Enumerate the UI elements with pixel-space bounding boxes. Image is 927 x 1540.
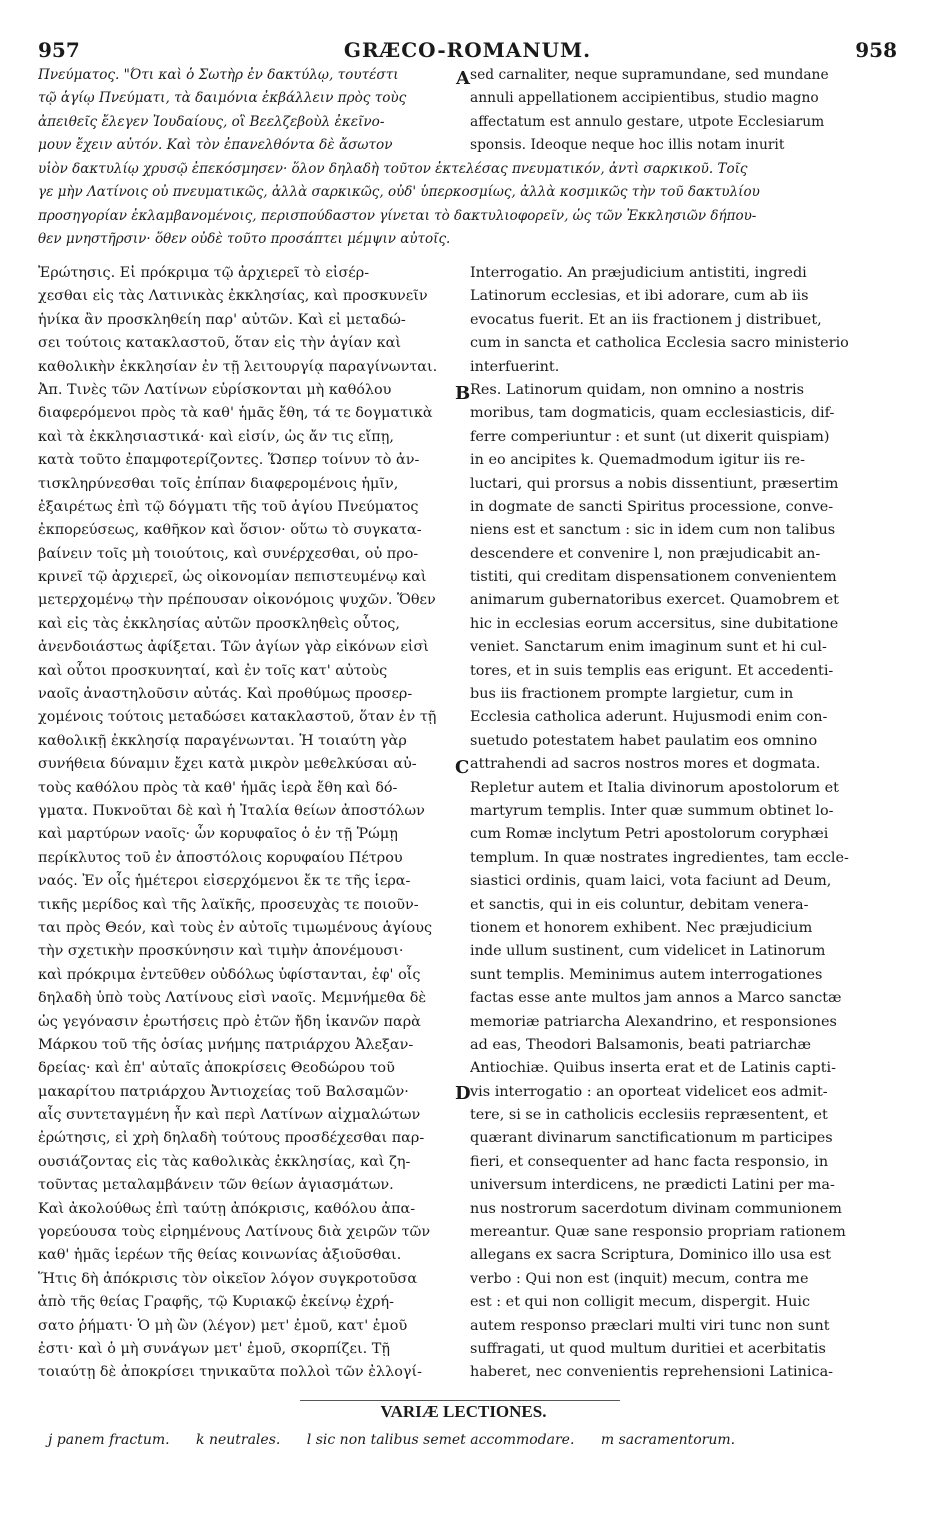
text-line: memoriæ patriarcha Alexandrino, et responsiones (470, 1013, 837, 1030)
margin-marker-b: B (455, 383, 471, 404)
text-line: ναός. Ἐν οἷς ἡμέτεροι εἰσερχόμενοι ἔκ τε τῆς ἱερα- (38, 873, 411, 890)
text-line: Interrogatio. An præjudicium antistiti, ingredi (470, 265, 807, 281)
text-line: αἷς συντεταγμένη ἦν καὶ περὶ Λατίνων αἰχμαλώτων (38, 1107, 421, 1124)
text-line: universum interdicens, ne prædicti Latini per ma- (470, 1177, 835, 1194)
page-number-left: 957 (38, 38, 80, 62)
text-line: μακαρίτου πατριάρχου Ἀντιοχείας τοῦ Βαλσαμῶν· (38, 1083, 409, 1100)
text-line: καθολικῇ ἐκκλησίᾳ παραγένωνται. Ἡ τοιαύτη γὰρ (38, 732, 407, 749)
text-line: σει τούτοις κατακλαστοῦ, ὅταν εἰς τὴν ἁγίαν καὶ (38, 335, 401, 352)
text-line: ἐκπορεύσεως, καθῆκον καὶ ὅσιον· οὕτω τὸ συγκατα- (38, 522, 422, 539)
text-line: σατο ῥήματι· Ὁ μὴ ὢν (λέγον) μετ' ἐμοῦ, κατ' ἐμοῦ (38, 1317, 408, 1334)
text-line: haberet, nec convenientis reprehensioni Latinica- (470, 1364, 834, 1381)
text-line: est : et qui non colligit mecum, dispergit. Huic (470, 1294, 811, 1311)
text-line: κατὰ τοῦτο ἐπαμφοτερίζοντες. Ὥσπερ τοίνυν τὸ ἀν- (38, 452, 420, 469)
greek-column-top (38, 64, 456, 158)
text-line: ἐρώτησις, εἰ χρὴ δηλαδὴ τούτους προσδέχεσθαι παρ- (38, 1130, 425, 1147)
text-line: hic in ecclesias eorum accersitus, sine dubitatione (470, 615, 839, 632)
text-line: ται πρὸς Θεόν, καὶ τοὺς ἐν αὐτοῖς τιμωμένους ἁγίους (38, 919, 432, 936)
text-line: in dogmate de sancti Spiritus processione, conve- (470, 498, 834, 515)
text-line: Πνεύματος. "Ότι καὶ ὁ Σωτὴρ ἐν δακτύλῳ, τουτέστι (38, 67, 399, 83)
text-line: veniet. Sanctarum enim imaginum sunt et hi cul- (470, 639, 827, 656)
text-line: autem responso præclari multi viri tunc non sunt (470, 1317, 830, 1334)
text-line: cum Romæ inclytum Petri apostolorum coryphæi (470, 826, 829, 843)
text-line: Καὶ ἀκολούθως ἐπὶ ταύτῃ ἀπόκρισις, καθόλου ἀπα- (38, 1200, 416, 1217)
text-line: συνήθεια δύναμιν ἔχει κατὰ μικρὸν μεθελκύσαι αὐ- (38, 756, 417, 773)
margin-marker-a: A (456, 68, 470, 89)
greek-full-width-block (38, 158, 896, 252)
text-line: annuli appellationem accipientibus, studio magno (470, 90, 819, 107)
text-line: ἀπειθεῖς ἔλεγεν Ἰουδαίους, οἳ Βεελζεβοὺλ ἐκεῖνο- (38, 113, 385, 130)
text-line: ἐστι· καὶ ὁ μὴ συνάγων μετ' ἐμοῦ, σκορπίζει. Τῇ (38, 1340, 390, 1357)
variant-note: k neutrales. (196, 1432, 281, 1448)
text-line: et sanctis, qui in eis coluntur, debitam venera- (470, 896, 809, 913)
latin-column-main (470, 262, 895, 1385)
text-line: ὡς γεγόνασιν ἐρωτήσεις πρὸ ἐτῶν ἤδη ἱκανῶν παρὰ (38, 1013, 421, 1030)
text-line: τὴν σχετικὴν προσκύνησιν καὶ τιμὴν ἀπονέμουσι· (38, 943, 404, 960)
text-line: factas esse ante multos jam annos a Marco sanctæ (470, 990, 842, 1007)
text-line: καὶ μαρτύρων ναοῖς· ὧν κορυφαῖος ὁ ἐν τῇ Ῥώμῃ (38, 826, 398, 843)
text-line: γορεύουσα τοὺς εἰρημένους Λατίνους διὰ χειρῶν τῶν (38, 1224, 431, 1241)
text-line: Μάρκου τοῦ τῆς ὁσίας μνήμης πατριάρχου Ἀλεξαν- (38, 1036, 414, 1053)
text-line: interfuerint. (470, 358, 560, 375)
margin-marker-d: D (455, 1083, 471, 1104)
text-line: siastici ordinis, quam laici, vota faciunt ad Deum, (470, 873, 832, 890)
text-line: γματα. Πυκνοῦται δὲ καὶ ἡ Ἰταλία θείων ἀποστόλων (38, 802, 425, 819)
text-line: sed carnaliter, neque supramundane, sed mundane (470, 67, 829, 83)
text-line: τοὺς καθόλου πρὸς τὰ καθ' ἡμᾶς ἱερὰ ἔθη καὶ δό- (38, 779, 398, 796)
text-line: Ἐρώτησις. Εἰ πρόκριμα τῷ ἀρχιερεῖ τὸ εἰσέρ- (38, 265, 370, 281)
text-line: allegans ex sacra Scriptura, Dominico illo usa est (470, 1247, 832, 1264)
text-line: ουσιάζοντας εἰς τὰς καθολικὰς ἐκκλησίας, καὶ ζη- (38, 1153, 411, 1170)
text-line: χεσθαι εἰς τὰς Λατινικὰς ἐκκλησίας, καὶ προσκυνεῖν (38, 288, 428, 305)
text-line: ἀνενδοιάστως ἀφίξεται. Τῶν ἁγίων γὰρ εἰκόνων εἰσὶ (38, 639, 429, 656)
text-line: καθ' ἡμᾶς ἱερέων τῆς θείας κοινωνίας ἀξιοῦσθαι. (38, 1247, 402, 1264)
text-line: martyrum templis. Inter quæ summum obtinet lo- (470, 802, 834, 819)
text-line: προσηγορίαν ἐκλαμβανομένοις, περισπούδαστον γίνεται τὸ δακτυλιοφορεῖν, ὡς τῶν Ἐκκλησιῶν δήπου- (38, 207, 757, 224)
margin-marker-c: C (455, 757, 470, 778)
text-line: Latinorum ecclesias, et ibi adorare, cum ab iis (470, 288, 809, 305)
text-line: vis interrogatio : an oporteat videlicet eos admit- (470, 1083, 828, 1100)
latin-column-top (470, 64, 895, 158)
text-line: Res. Latinorum quidam, non omnino a nostris (470, 381, 804, 398)
text-line: templum. In quæ nostrates ingredientes, tam eccle- (470, 849, 849, 866)
text-line: Ἀπ. Τινὲς τῶν Λατίνων εὑρίσκονται μὴ καθόλου (38, 381, 392, 398)
variant-note: m sacramentorum. (600, 1432, 736, 1448)
text-line: μουν ἔχειν αὐτόν. Καὶ τὸν ἐπανελθόντα δὲ ἄσωτον (38, 137, 393, 154)
text-line: κρινεῖ τῷ ἀρχιερεῖ, ὡς οἰκονομίαν πεπιστευμένῳ καὶ (38, 569, 427, 586)
text-line: descendere et convenire l, non præjudicabit an- (470, 545, 821, 562)
text-line: καθολικὴν ἐκκλησίαν ἐν τῇ λειτουργίᾳ παραγίνωνται. (38, 358, 438, 375)
text-line: quærant divinarum sanctificationum m participes (470, 1130, 833, 1147)
text-line: tistiti, qui creditam dispensationem convenientem (470, 569, 837, 586)
text-line: fieri, et consequenter ad hanc facta responsio, in (470, 1153, 829, 1170)
text-line: ἡνίκα ἂν προσκληθείη παρ' αὐτῶν. Καὶ εἰ μεταδώ- (38, 311, 406, 328)
text-line: tionem et honorem exhibent. Nec præjudicium (470, 919, 813, 936)
text-line: καὶ πρόκριμα ἐντεῦθεν οὐδόλως ὑφίστανται, ἐφ' οἷς (38, 966, 421, 983)
text-line: καὶ τὰ ἐκκλησιαστικά· καὶ εἰσίν, ὡς ἄν τις εἴπῃ, (38, 428, 394, 445)
text-line: animarum gubernatoribus exercet. Quamobrem et (470, 592, 839, 609)
text-line: τοιαύτῃ δὲ ἀποκρίσει τηνικαῦτα πολλοὶ τῶν ἐλλογί- (38, 1364, 422, 1381)
text-line: ἐξαιρέτως ἐπὶ τῷ δόγματι τῆς τοῦ ἁγίου Πνεύματος (38, 498, 419, 515)
text-line: καὶ οὗτοι προσκυνηταί, καὶ ἐν τοῖς κατ' αὐτοὺς (38, 662, 388, 679)
text-line: δρείας· καὶ ἐπ' αὐταῖς ἀποκρίσεις Θεοδώρου τοῦ (38, 1060, 395, 1077)
text-line: τῷ ἁγίῳ Πνεύματι, τὰ δαιμόνια ἐκβάλλειν πρὸς τοὺς (38, 90, 407, 107)
text-line: luctari, qui prorsus a nobis dissentiunt, præsertim (470, 475, 839, 492)
footnote-rule (300, 1400, 620, 1401)
text-line: τικῆς μερίδος καὶ τῆς λαϊκῆς, προσευχὰς τε ποιοῦν- (38, 896, 419, 913)
text-line: evocatus fuerit. Et an iis fractionem j distribuet, (470, 311, 822, 328)
text-line: θεν μνηστῆρσιν· ὅθεν οὐδὲ τοῦτο προσάπτει μέμψιν αὐτοῖς. (38, 231, 451, 248)
text-line: verbo : Qui non est (inquit) mecum, contra me (470, 1270, 809, 1287)
text-line: Ecclesia catholica aderunt. Hujusmodi enim con- (470, 709, 828, 726)
text-line: tores, et in suis templis eas erigunt. Et accedenti- (470, 662, 834, 679)
text-line: τοῦντας μεταλαμβάνειν τῶν θείων ἁγιασμάτων. (38, 1177, 394, 1194)
text-line: ναοῖς ἀναστηλοῦσιν αὐτάς. Καὶ προθύμως προσερ- (38, 686, 413, 703)
text-line: Ἥτις δὴ ἀπόκρισις τὸν οἰκεῖον λόγον συγκροτοῦσα (38, 1270, 418, 1287)
text-line: attrahendi ad sacros nostros mores et dogmata. (470, 756, 821, 773)
text-line: affectatum est annulo gestare, utpote Ecclesiarum (470, 113, 825, 130)
text-line: cum in sancta et catholica Ecclesia sacro ministerio (470, 335, 849, 352)
text-line: nus nostrorum sacerdotum divinam communionem (470, 1200, 842, 1217)
text-line: mereantur. Quæ sane responsio propriam rationem (470, 1224, 846, 1241)
text-line: moribus, tam dogmaticis, quam ecclesiasticis, dif- (470, 405, 835, 422)
text-line: tere, si se in catholicis ecclesiis repræsentent, et (470, 1107, 828, 1124)
text-line: ἀπὸ τῆς θείας Γραφῆς, τῷ Κυριακῷ ἐκείνῳ ἐχρή- (38, 1294, 394, 1311)
text-line: τισκληρύνεσθαι τοῖς ἐπίπαν διαφερομένοις ἡμῖν, (38, 475, 399, 492)
text-line: Repletur autem et Italia divinorum apostolorum et (470, 779, 839, 796)
text-line: sponsis. Ideoque neque hoc illis notam inurit (470, 137, 785, 154)
text-line: in eo ancipites k. Quemadmodum igitur iis re- (470, 452, 806, 469)
variant-note: l sic non talibus semet accommodare. (306, 1432, 575, 1448)
page-number-right: 958 (855, 38, 897, 62)
text-line: niens est et sanctum : sic in idem cum non talibus (470, 522, 836, 539)
text-line: βαίνειν τοῖς μὴ τοιούτοις, καὶ συνέρχεσθαι, οὐ προ- (38, 545, 419, 562)
greek-column-main (38, 262, 456, 1385)
text-line: υἱὸν δακτυλίῳ χρυσῷ ἐπεκόσμησεν· ὅλον δηλαδὴ τοῦτον ἐκτελέσας πνευματικόν, ἀντὶ σαρκικοῦ. Τοῖς (38, 161, 748, 177)
text-line: ad eas, Theodori Balsamonis, beati patriarchæ (470, 1036, 812, 1053)
variant-note: j panem fractum. (48, 1432, 170, 1448)
text-line: suffragati, ut quod multum duritiei et acerbitatis (470, 1340, 826, 1357)
text-line: περίκλυτος τοῦ ἐν ἀποστόλοις κορυφαίου Πέτρου (38, 849, 403, 866)
text-line: sunt templis. Meminimus autem interrogationes (470, 966, 823, 983)
text-line: inde ullum sustinent, cum videlicet in Latinorum (470, 943, 826, 960)
variae-lectiones-title: VARIÆ LECTIONES. (380, 1402, 547, 1421)
text-line: δηλαδὴ ὑπὸ τοὺς Λατίνους εἰσὶ ναοῖς. Μεμνήμεθα δὲ (38, 990, 427, 1007)
text-line: καὶ εἰς τὰς ἐκκλησίας αὐτῶν προσκληθεὶς οὗτος, (38, 615, 400, 632)
text-line: ferre comperiuntur : et sunt (ut dixerit quispiam) (470, 428, 830, 445)
variae-lectiones-notes (48, 1432, 908, 1448)
text-line: μετερχομένῳ τὴν πρέπουσαν οἰκονόμοις ψυχῶν. Ὅθεν (38, 592, 436, 609)
text-line: Antiochiæ. Quibus inserta erat et de Latinis capti- (470, 1060, 836, 1077)
text-line: διαφερόμενοι πρὸς τὰ καθ' ἡμᾶς ἔθη, τά τε δογματικὰ (38, 405, 433, 422)
text-line: suetudo potestatem habet paulatim eos omnino (470, 732, 818, 749)
text-line: χομένοις τούτοις μεταδώσει κατακλαστοῦ, ὅταν ἐν τῇ (38, 709, 437, 726)
text-line: bus iis fractionem prompte largietur, cum in (470, 686, 794, 703)
running-title: GRÆCO-ROMANUM. (343, 38, 592, 62)
text-line: γε μὴν Λατίνοις οὐ πνευματικῶς, ἀλλὰ σαρκικῶς, οὐδ' ὑπερκοσμίως, ἀλλὰ κοσμικῶς τὴν τοῦ δακτυλίου (38, 184, 760, 201)
